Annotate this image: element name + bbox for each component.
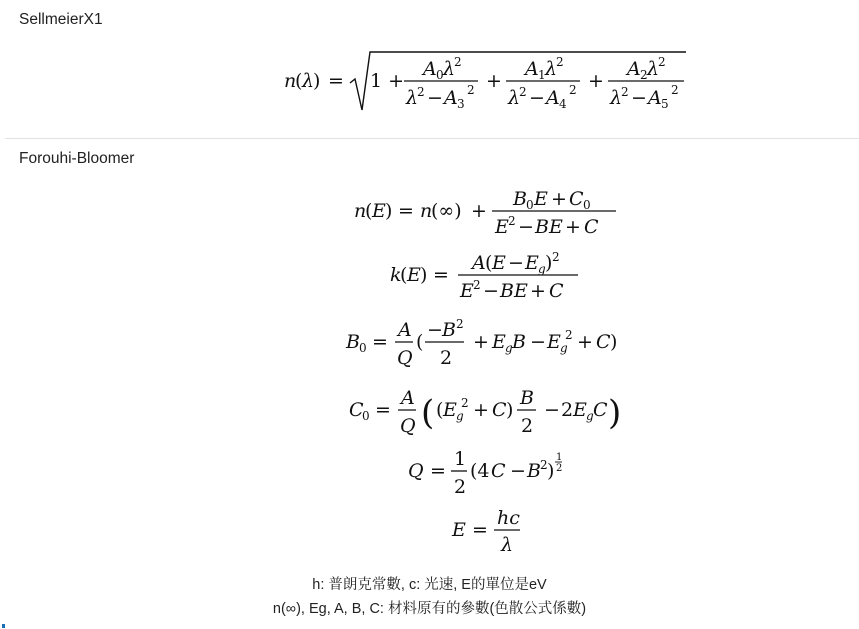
svg-text:A: A	[627, 58, 641, 80]
svg-text:B: B	[513, 188, 527, 210]
svg-text:g: g	[538, 262, 546, 276]
svg-text:A: A	[398, 319, 412, 341]
svg-text:+: +	[588, 70, 604, 92]
svg-text:E: E	[492, 331, 506, 353]
svg-text:A: A	[444, 87, 458, 109]
svg-text:λ: λ	[501, 534, 514, 556]
svg-text:λ: λ	[443, 58, 456, 80]
svg-text:−: −	[530, 331, 546, 353]
svg-text:2: 2	[454, 476, 467, 497]
svg-text:C: C	[596, 331, 611, 353]
svg-text:2: 2	[621, 85, 629, 99]
svg-text:(: (	[365, 200, 373, 222]
svg-text:C: C	[569, 188, 584, 210]
svg-text:Q: Q	[397, 347, 413, 369]
svg-text:A: A	[401, 387, 415, 409]
svg-text:B: B	[520, 387, 534, 409]
svg-text:A: A	[546, 87, 560, 109]
equation-sellmeier	[280, 48, 690, 121]
svg-text:λ: λ	[302, 70, 315, 92]
svg-text:A: A	[525, 58, 539, 80]
svg-text:(: (	[416, 331, 424, 353]
svg-text:λ: λ	[406, 87, 419, 109]
svg-text:0: 0	[362, 409, 370, 423]
svg-text:2: 2	[456, 317, 464, 331]
svg-text:5: 5	[661, 97, 669, 111]
svg-text:C: C	[349, 399, 364, 421]
svg-text:(: (	[485, 252, 493, 274]
svg-text:4: 4	[559, 97, 567, 111]
svg-text:k: k	[390, 264, 402, 286]
svg-text:C: C	[549, 280, 564, 302]
svg-text:−: −	[483, 280, 499, 302]
svg-text:2: 2	[556, 55, 564, 69]
note-constants: h: 普朗克常數, c: 光速, E的單位是eV	[312, 577, 547, 593]
svg-text:hc: hc	[497, 507, 520, 529]
svg-text:=: =	[398, 200, 414, 222]
equation-forouhi-k	[386, 247, 586, 308]
svg-text:2: 2	[540, 458, 548, 472]
svg-text:(4: (4	[470, 460, 490, 482]
svg-text:B: B	[346, 331, 360, 353]
svg-text:(: (	[295, 70, 303, 92]
svg-text:BE: BE	[500, 280, 528, 302]
svg-text:λ: λ	[610, 87, 623, 109]
svg-text:E: E	[525, 252, 539, 274]
svg-text:Q: Q	[408, 460, 424, 482]
svg-text:(: (	[436, 399, 444, 421]
svg-text:E: E	[407, 264, 421, 286]
svg-text:2: 2	[658, 55, 666, 69]
svg-text:E: E	[452, 519, 466, 541]
svg-text:+: +	[473, 399, 489, 421]
svg-text:g: g	[456, 409, 464, 423]
svg-text:2: 2	[565, 328, 573, 342]
svg-text:2: 2	[473, 278, 481, 292]
svg-text:+: +	[530, 280, 546, 302]
svg-text:2: 2	[454, 55, 462, 69]
svg-text:1: 1	[556, 452, 563, 463]
svg-text:+: +	[471, 200, 487, 222]
svg-text:λ: λ	[508, 87, 521, 109]
svg-text:E: E	[372, 200, 386, 222]
svg-text:=: =	[375, 399, 391, 421]
svg-text:+: +	[577, 331, 593, 353]
svg-text:=: =	[328, 70, 344, 92]
svg-text:n: n	[420, 200, 433, 222]
svg-text:3: 3	[457, 97, 465, 111]
svg-text:−: −	[631, 87, 647, 109]
svg-text:=: =	[472, 519, 488, 541]
svg-text:C: C	[593, 399, 608, 421]
svg-text:BE: BE	[535, 216, 563, 238]
svg-text:C: C	[492, 399, 507, 421]
svg-text:0: 0	[436, 68, 444, 82]
note-parameters: n(∞), Eg, A, B, C: 材料原有的參數(色散公式係數)	[272, 601, 587, 617]
equation-forouhi-n	[350, 183, 625, 244]
svg-text:0: 0	[526, 198, 534, 212]
svg-text:C: C	[584, 216, 599, 238]
equation-forouhi-q	[404, 447, 574, 502]
svg-text:1: 1	[538, 68, 546, 82]
equation-forouhi-b0	[342, 313, 632, 376]
svg-text:C: C	[491, 460, 506, 482]
svg-text:): )	[608, 393, 622, 433]
svg-text:g: g	[586, 409, 594, 423]
svg-text:2: 2	[556, 463, 563, 474]
svg-text:E: E	[547, 331, 561, 353]
svg-text:): )	[547, 460, 555, 482]
svg-text:=: =	[430, 460, 446, 482]
svg-text:1: 1	[454, 448, 467, 470]
svg-text:0: 0	[359, 341, 367, 355]
svg-text:λ: λ	[545, 58, 558, 80]
svg-text:1 +: 1 +	[370, 70, 405, 92]
svg-text:2: 2	[440, 347, 453, 369]
svg-text:2: 2	[519, 85, 527, 99]
svg-text:λ: λ	[647, 58, 660, 80]
svg-text:E: E	[573, 399, 587, 421]
svg-text:−: −	[510, 460, 526, 482]
svg-text:0: 0	[583, 198, 591, 212]
svg-text:): )	[506, 399, 514, 421]
svg-text:+: +	[486, 70, 502, 92]
svg-text:A: A	[423, 58, 437, 80]
svg-text:n: n	[354, 200, 367, 222]
svg-text:E: E	[534, 188, 548, 210]
svg-text:E: E	[495, 216, 509, 238]
svg-text:g: g	[505, 341, 513, 355]
svg-text:E: E	[443, 399, 457, 421]
svg-text:): )	[313, 70, 321, 92]
svg-text:2: 2	[640, 68, 648, 82]
svg-text:B: B	[442, 319, 456, 341]
svg-text:E: E	[460, 280, 474, 302]
svg-text:(: (	[421, 393, 435, 433]
svg-text:2: 2	[671, 83, 679, 97]
svg-text:2: 2	[561, 399, 574, 421]
svg-text:2: 2	[467, 83, 475, 97]
svg-text:2: 2	[521, 415, 534, 437]
svg-text:g: g	[560, 341, 568, 355]
svg-text:A: A	[472, 252, 486, 274]
svg-text:Q: Q	[400, 415, 416, 437]
section-divider	[5, 138, 859, 139]
section-title-sellmeier: SellmeierX1	[19, 11, 103, 28]
svg-text:(: (	[400, 264, 408, 286]
svg-text:2: 2	[417, 85, 425, 99]
svg-text:2: 2	[461, 396, 469, 410]
equation-forouhi-c0	[345, 379, 630, 446]
svg-text:−: −	[544, 399, 560, 421]
svg-text:2: 2	[508, 214, 516, 228]
svg-text:2: 2	[552, 250, 560, 264]
svg-text:): )	[610, 331, 618, 353]
svg-text:−: −	[518, 216, 534, 238]
svg-text:−: −	[427, 87, 443, 109]
svg-text:+: +	[473, 331, 489, 353]
svg-text:(∞): (∞)	[431, 200, 462, 222]
svg-text:E: E	[492, 252, 506, 274]
svg-text:A: A	[648, 87, 662, 109]
svg-text:B: B	[512, 331, 526, 353]
svg-text:2: 2	[569, 83, 577, 97]
svg-text:−: −	[529, 87, 545, 109]
svg-text:): )	[545, 252, 553, 274]
equation-energy	[448, 506, 528, 561]
svg-text:−: −	[508, 252, 524, 274]
svg-text:): )	[385, 200, 393, 222]
svg-text:B: B	[527, 460, 541, 482]
svg-text:n: n	[284, 70, 297, 92]
section-title-forouhi-bloomer: Forouhi-Bloomer	[19, 150, 135, 167]
svg-text:−: −	[427, 319, 443, 341]
page-corner-mark	[2, 624, 5, 628]
svg-text:+: +	[565, 216, 581, 238]
svg-text:=: =	[372, 331, 388, 353]
svg-text:+: +	[551, 188, 567, 210]
svg-text:): )	[420, 264, 428, 286]
svg-text:=: =	[433, 264, 449, 286]
